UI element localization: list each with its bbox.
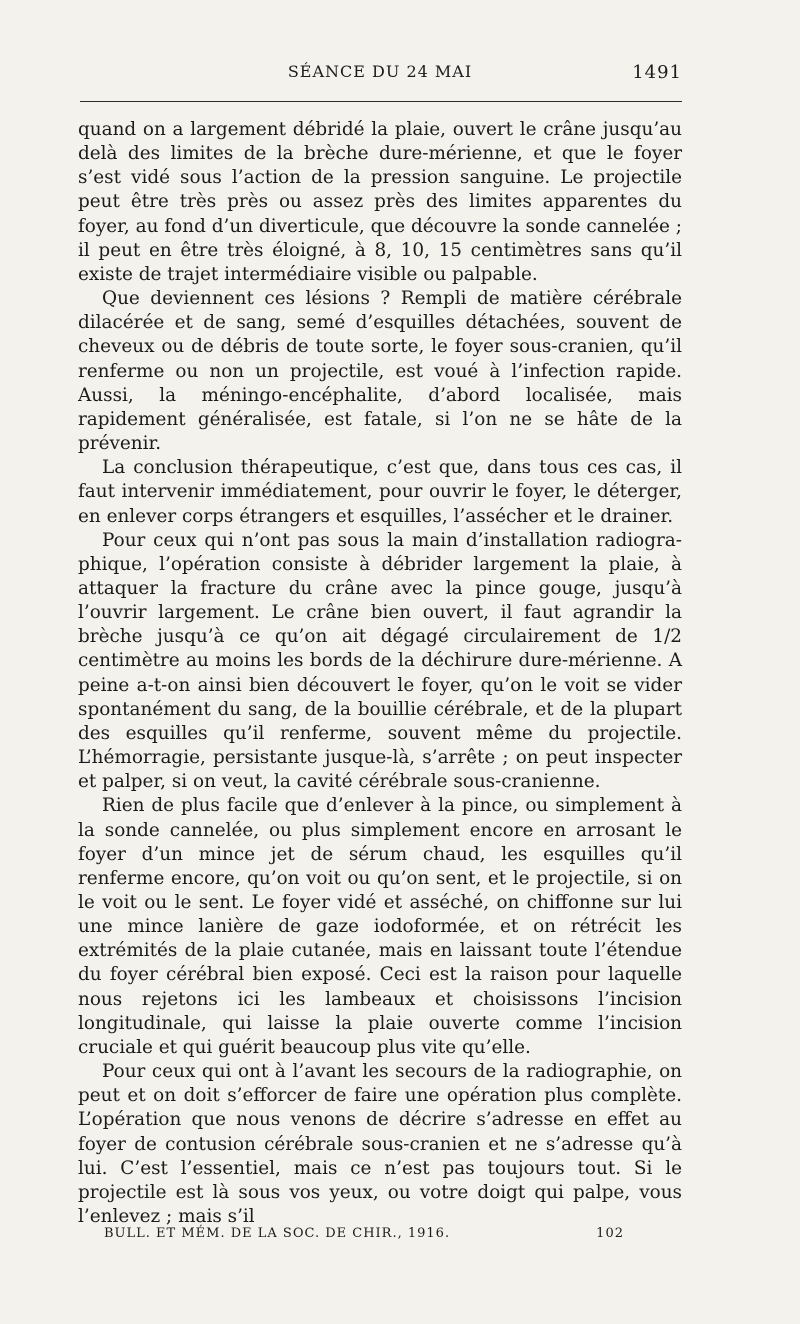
page-number: 1491 [632,62,682,83]
paragraph: quand on a largement débridé la plaie, ouvert le crâne jusqu’au delà des limites de la brèche dure-mérienne, et que le foyer s’est vidé sous l’action de la pression sanguine. Le projectile peut être très près ou assez près des limites apparentes du foyer, au fond d’un diverticule, que découvre la sonde cannelée ; il peut en être très éloigné, à 8, 10, 15 centimètres sans qu’il existe de trajet intermédiaire visible ou palpable. [78,119,682,285]
running-title: SÉANCE DU 24 MAI [287,62,473,81]
body-text [78,118,682,1229]
signature-mark: 102 [596,1226,624,1241]
paragraph: Rien de plus facile que d’enlever à la pince, ou simplement à la sonde cannelée, ou plus simplement encore en arrosant le foyer d’un mince jet de sérum chaud, les esquilles qu’il renferme encore, qu’on voit ou qu’on sent, et le projectile, si on le voit ou le sent. Le foyer vidé et asséché, on chiffonne sur lui une mince lanière de gaze iodoformée, et on rétrécit les extrémités de la plaie cutanée, mais en laissant toute l’étendue du foyer cérébral bien exposé. Ceci est la raison pour laquelle nous rejetons ici les lambeaux et choisissons l’incision longitudinale, qui laisse la plaie ouverte comme l’incision cruciale et qui guérit beaucoup plus vite qu’elle. [78,795,682,1058]
paragraph: La conclusion thérapeutique, c’est que, dans tous ces cas, il faut intervenir immédiatement, pour ouvrir le foyer, le déterger, en enlever corps étrangers et esquilles, l’assécher et le drainer. [78,457,682,527]
paragraph: Pour ceux qui ont à l’avant les secours de la radiographie, on peut et on doit s’efforcer de faire une opération plus complète. L’opération que nous venons de décrire s’adresse en effet au foyer de contusion cérébrale sous-cranien et ne s’adresse qu’à lui. C’est l’essentiel, mais ce n’est pas toujours tout. Si le projectile est là sous vos yeux, ou votre doigt qui palpe, vous l’enlevez ; mais s’il [78,1061,682,1228]
running-head [78,62,682,88]
header-rule [80,101,682,102]
journal-reference: BULL. ET MÉM. DE LA SOC. DE CHIR., 1916. [104,1226,451,1241]
paragraph: Pour ceux qui n’ont pas sous la main d’installation radiographique, l’opération consiste à débrider largement la plaie, à attaquer la fracture du crâne avec la pince gouge, jusqu’à l’ouvrir largement. Le crâne bien ouvert, il faut agrandir la brèche jusqu’à ce qu’on ait dégagé circulairement de 1/2 centimètre au moins les bords de la déchirure dure-mérienne. A peine a-t-on ainsi bien découvert le foyer, qu’on le voit se vider spontanément du sang, de la bouillie cérébrale, et de la plupart des esquilles qu’il renferme, souvent même du projectile. L’hémorragie, persistante jusque-là, s’arrête ; on peut inspecter et palper, si on veut, la cavité cérébrale sous-cranienne. [78,529,682,793]
paragraph: Que deviennent ces lésions ? Rempli de matière cérébrale dilacérée et de sang, semé d’esquilles détachées, souvent de cheveux ou de débris de toute sorte, le foyer sous-cranien, qu’il renferme ou non un projectile, est voué à l’infection rapide. Aussi, la méningo-encéphalite, d’abord localisée, mais rapidement généralisée, est fatale, si l’on ne se hâte de la prévenir. [78,288,682,455]
footer [104,1226,624,1248]
